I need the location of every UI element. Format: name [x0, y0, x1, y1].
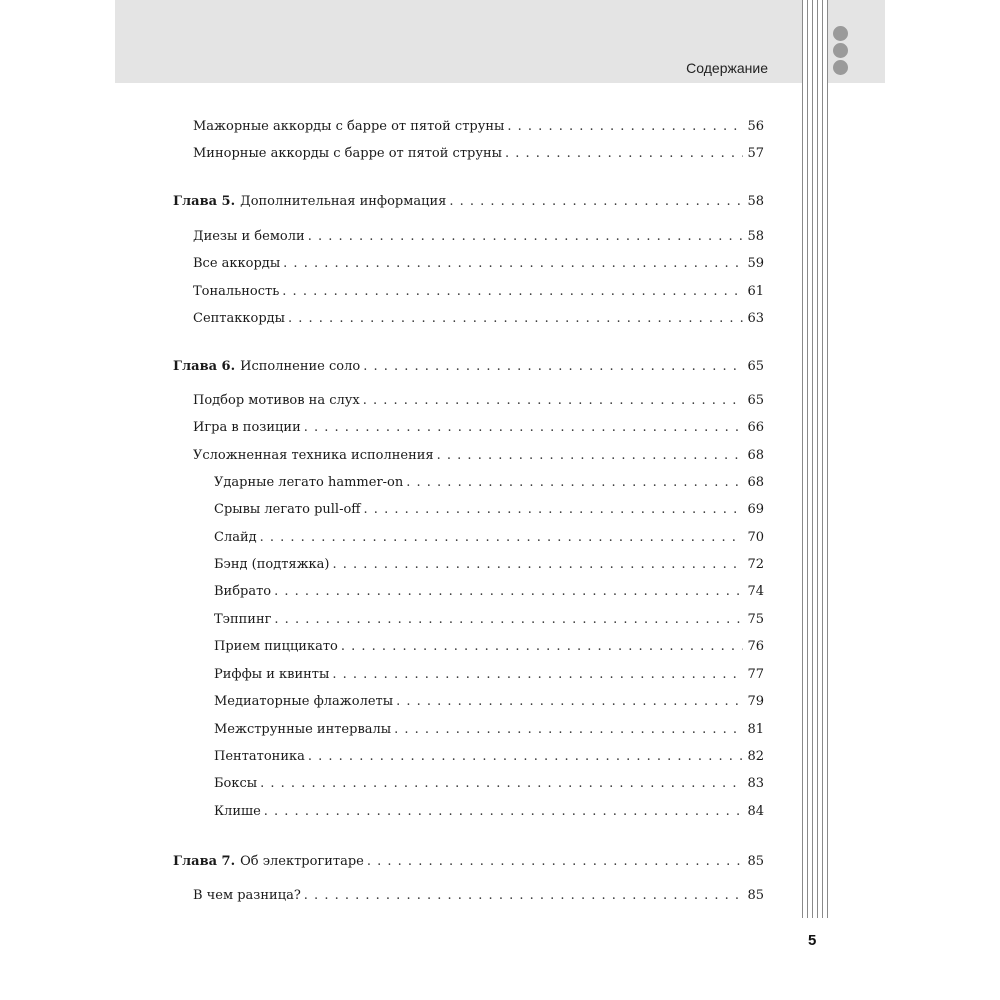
chapter-page: 85 — [747, 854, 764, 869]
chapter-label: Глава 7. — [173, 854, 236, 869]
toc-entry-title: Клише — [214, 804, 261, 819]
toc-entry — [193, 391, 764, 411]
dot-leader — [437, 446, 743, 466]
toc-entry — [193, 418, 764, 438]
toc-entry-page: 66 — [747, 420, 764, 435]
dot-leader — [507, 117, 743, 137]
toc-entry-title: Вибрато — [214, 584, 272, 599]
toc-subentry — [214, 637, 764, 657]
dot-leader — [308, 227, 743, 247]
toc-entry-title: Срывы легато pull-off — [214, 502, 361, 517]
toc-entry-page: 81 — [747, 722, 764, 737]
toc-entry-page: 75 — [747, 612, 764, 627]
toc-subentry — [214, 665, 764, 685]
toc-entry — [193, 254, 764, 274]
toc-entry-title: В чем разница? — [193, 888, 301, 903]
toc-entry-page: 82 — [747, 749, 764, 764]
chapter-title: Дополнительная информация — [240, 194, 447, 209]
chapter-title: Исполнение соло — [240, 359, 361, 374]
section-title: Содержание — [686, 60, 768, 76]
toc-entry-page: 69 — [747, 502, 764, 517]
dot-leader — [304, 418, 743, 438]
toc-subentry — [214, 582, 764, 602]
toc-entry-title: Пентатоника — [214, 749, 305, 764]
toc-entry-page: 77 — [747, 667, 764, 682]
dot-leader — [333, 555, 743, 575]
toc-entry-page: 84 — [747, 804, 764, 819]
toc-entry-page: 72 — [747, 557, 764, 572]
dot-leader — [274, 582, 743, 602]
toc-entry — [193, 117, 764, 137]
toc-subentry — [214, 692, 764, 712]
dot-leader — [264, 802, 743, 822]
dot-leader — [363, 391, 743, 411]
toc-entry-page: 63 — [747, 311, 764, 326]
toc-entry-title: Все аккорды — [193, 256, 281, 271]
toc-entry-page: 58 — [747, 229, 764, 244]
dot-leader — [406, 473, 743, 493]
toc-subentry — [214, 555, 764, 575]
dot-leader — [364, 500, 743, 520]
dot-leader — [260, 774, 743, 794]
toc-subentry — [214, 720, 764, 740]
toc-entry-page: 85 — [747, 888, 764, 903]
toc-entry — [193, 144, 764, 164]
toc-entry-page: 74 — [747, 584, 764, 599]
toc-entry-page: 61 — [747, 284, 764, 299]
toc-subentry — [214, 500, 764, 520]
toc-entry — [193, 886, 764, 906]
toc-entry-title: Диезы и бемоли — [193, 229, 305, 244]
toc-entry-page: 70 — [747, 530, 764, 545]
toc-entry — [193, 282, 764, 302]
dot-leader — [288, 309, 743, 329]
toc-entry-page: 65 — [747, 393, 764, 408]
toc-chapter-5 — [173, 192, 764, 212]
dot-leader — [363, 357, 743, 377]
toc-entry-title: Тональность — [193, 284, 280, 299]
toc-entry-title: Мажорные аккорды с барре от пятой струны — [193, 119, 505, 134]
toc-entry-title: Межструнные интервалы — [214, 722, 392, 737]
toc-entry-title: Ударные легато hammer-on — [214, 475, 404, 490]
toc-entry-page: 79 — [747, 694, 764, 709]
toc-entry-title: Прием пиццикато — [214, 639, 338, 654]
toc-entry-title: Медиаторные флажолеты — [214, 694, 394, 709]
toc-entry — [193, 309, 764, 329]
toc-subentry — [214, 774, 764, 794]
chapter-label: Глава 6. — [173, 359, 236, 374]
toc-entry — [193, 227, 764, 247]
chapter-label: Глава 5. — [173, 194, 236, 209]
dot-leader — [449, 192, 743, 212]
chapter-page: 58 — [747, 194, 764, 209]
toc-subentry — [214, 528, 764, 548]
toc-entry-title: Риффы и квинты — [214, 667, 330, 682]
toc-entry-page: 59 — [747, 256, 764, 271]
dot-leader — [308, 747, 743, 767]
dot-leader — [283, 254, 743, 274]
chapter-title: Об электрогитаре — [240, 854, 364, 869]
toc-entry-title: Боксы — [214, 776, 258, 791]
toc-entry-page: 76 — [747, 639, 764, 654]
page-number: 5 — [808, 932, 817, 949]
dot-leader — [304, 886, 743, 906]
toc-subentry — [214, 610, 764, 630]
toc-entry-title: Тэппинг — [214, 612, 272, 627]
toc-entry-title: Игра в позиции — [193, 420, 301, 435]
chapter-page: 65 — [747, 359, 764, 374]
toc-entry-title: Септаккорды — [193, 311, 285, 326]
toc-entry-title: Усложненная техника исполнения — [193, 448, 434, 463]
dot-leader — [260, 528, 743, 548]
toc-chapter-7 — [173, 852, 764, 872]
dot-leader — [396, 692, 743, 712]
dot-leader — [274, 610, 743, 630]
toc-entry — [193, 446, 764, 466]
toc-entry-page: 68 — [747, 475, 764, 490]
toc-entry-title: Подбор мотивов на слух — [193, 393, 360, 408]
toc-entry-page: 68 — [747, 448, 764, 463]
toc-entry-title: Слайд — [214, 530, 257, 545]
dot-leader — [341, 637, 743, 657]
toc-subentry — [214, 802, 764, 822]
dot-leader — [367, 852, 743, 872]
toc-entry-page: 56 — [747, 119, 764, 134]
dot-leader — [332, 665, 743, 685]
toc-entry-title: Минорные аккорды с барре от пятой струны — [193, 146, 503, 161]
toc-entry-title: Бэнд (подтяжка) — [214, 557, 330, 572]
toc-subentry — [214, 747, 764, 767]
toc-entry-page: 83 — [747, 776, 764, 791]
toc-entry-page: 57 — [747, 146, 764, 161]
toc-chapter-6 — [173, 357, 764, 377]
dot-leader — [282, 282, 743, 302]
toc-subentry — [214, 473, 764, 493]
dot-leader — [505, 144, 743, 164]
dot-leader — [394, 720, 743, 740]
